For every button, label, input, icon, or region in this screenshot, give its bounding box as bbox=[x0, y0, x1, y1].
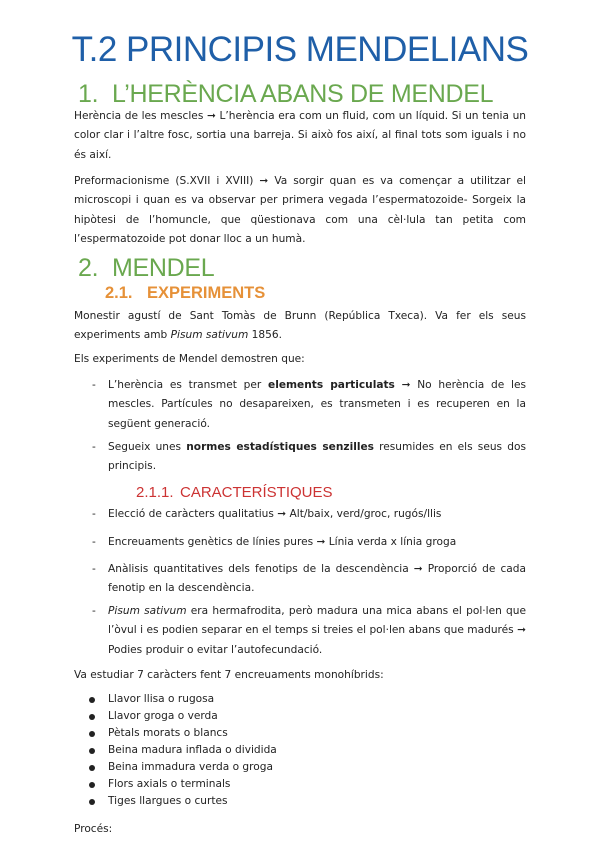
paragraph-mescles: Herència de les mescles ➞ L’herència era com un fluid, com un líquid. Si un tenia un color clar i l’altre fosc, sortia una barreja. Si això fos així, al final tots som iguals i no és així. bbox=[74, 110, 526, 161]
subsection-heading-2-1 bbox=[105, 284, 265, 303]
section-number: 2.1.1. bbox=[136, 484, 174, 501]
section-heading-2 bbox=[78, 254, 214, 283]
species-name: Pisum sativum bbox=[170, 329, 249, 342]
trait-item: Tiges llargues o curtes bbox=[108, 795, 228, 807]
trait-item: Pètals morats o blancs bbox=[108, 727, 228, 739]
species-name: Pisum sativum bbox=[108, 605, 187, 617]
dash-bullet: - bbox=[92, 379, 96, 391]
bullet-dot bbox=[89, 799, 95, 805]
trait-item: Flors axials o terminals bbox=[108, 778, 231, 790]
paragraph-monestir: Monestir agustí de Sant Tomàs de Brunn (República Txeca). Va fer els seus experiments amb Pisum sativum 1856. bbox=[74, 310, 526, 342]
finding-item: Segueix unes normes estadístiques senzilles resumides en els seus dos principis. bbox=[108, 441, 526, 473]
bullet-dot bbox=[89, 697, 95, 703]
finding-item: L’herència es transmet per elements particulats ➞ No herència de les mescles. Partícules no desapareixen, es transmeten i es recuperen en la següent generació. bbox=[108, 379, 526, 430]
paragraph-proces: Procés: bbox=[74, 823, 113, 835]
section-label: EXPERIMENTS bbox=[147, 284, 266, 302]
feature-item: Anàlisis quantitatives dels fenotips de la descendència ➞ Proporció de cada fenotip en la descendència. bbox=[108, 563, 526, 595]
dash-bullet: - bbox=[92, 508, 96, 520]
section-number: 2.1. bbox=[105, 284, 133, 302]
dash-bullet: - bbox=[92, 605, 96, 617]
trait-item: Llavor groga o verda bbox=[108, 710, 218, 722]
section-number: 1. bbox=[78, 80, 99, 108]
section-label: L’HERÈNCIA ABANS DE MENDEL bbox=[112, 80, 494, 108]
bullet-dot bbox=[89, 714, 95, 720]
dash-bullet: - bbox=[92, 441, 96, 453]
trait-item: Beina madura inflada o dividida bbox=[108, 744, 277, 756]
trait-item: Llavor llisa o rugosa bbox=[108, 693, 215, 705]
bullet-dot bbox=[89, 765, 95, 771]
bullet-dot bbox=[89, 748, 95, 754]
section-number: 2. bbox=[78, 254, 99, 282]
dash-bullet: - bbox=[92, 536, 96, 548]
page-title: T.2 PRINCIPIS MENDELIANS bbox=[71, 30, 529, 69]
trait-item: Beina immadura verda o groga bbox=[108, 761, 273, 773]
paragraph-estudiar: Va estudiar 7 caràcters fent 7 encreuaments monohíbrids: bbox=[74, 669, 384, 681]
subsubsection-heading-2-1-1 bbox=[136, 484, 333, 501]
feature-item: Elecció de caràcters qualitatius ➞ Alt/baix, verd/groc, rugós/llis bbox=[108, 508, 442, 520]
feature-item: Encreuaments genètics de línies pures ➞ Línia verda x línia groga bbox=[108, 536, 457, 548]
bullet-dot bbox=[89, 782, 95, 788]
section-label: CARACTERÍSTIQUES bbox=[180, 484, 333, 501]
feature-item: Pisum sativum era hermafrodita, però madura una mica abans el pol·len que l’òvul i es podien separar en el temps si treies el pol·len abans que madurés ➞ Podies produir o evitar l’autofecundació. bbox=[108, 605, 526, 656]
dash-bullet: - bbox=[92, 563, 96, 575]
paragraph-preformacionisme: Preformacionisme (S.XVII i XVIII) ➞ Va sorgir quan es va començar a utilitzar el microscopi i quan es va observar per primera vegada l’espermatozoide- Sorgeix la hipòtesi de l’homuncle, que qüestionava com una cèl·lula tan petita com l’espermatozoide pot donar lloc a un humà. bbox=[74, 175, 526, 245]
paragraph-demostren: Els experiments de Mendel demostren que: bbox=[74, 353, 305, 365]
section-label: MENDEL bbox=[112, 254, 215, 282]
section-heading-1 bbox=[78, 80, 493, 109]
bullet-dot bbox=[89, 731, 95, 737]
